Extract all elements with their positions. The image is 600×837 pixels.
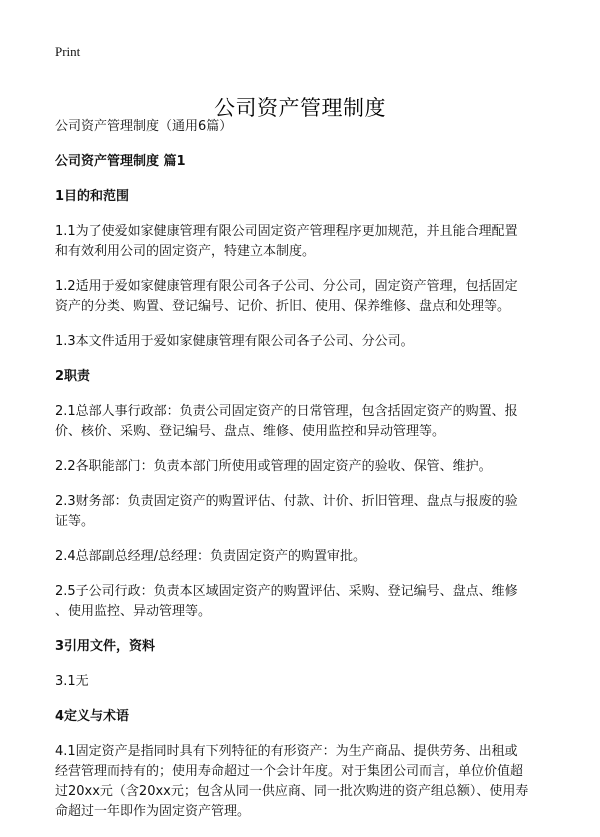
paragraph-line: 、使用监控、异动管理等。 — [55, 604, 212, 619]
section-3 — [55, 637, 542, 692]
paragraph-2-5 — [55, 582, 542, 622]
document-body — [55, 117, 542, 837]
section-heading: 4定义与术语 — [55, 709, 130, 724]
paragraph-line: 1.3本文件适用于爱如家健康管理有限公司各子公司、分公司。 — [55, 334, 414, 349]
paragraph-line: 资产的分类、购置、登记编号、记价、折旧、使用、保养维修、盘点和处理等。 — [55, 299, 511, 314]
paragraph-1-1 — [55, 222, 542, 262]
paragraph-line: 2.5子公司行政：负责本区域固定资产的购置评估、采购、登记编号、盘点、维修 — [55, 584, 518, 599]
paragraph-line: 1.2适用于爱如家健康管理有限公司各子公司、分公司，固定资产管理，包括固定 — [55, 279, 518, 294]
paragraph-line: 证等。 — [55, 514, 95, 529]
paragraph-line: 2.1总部人事行政部：负责公司固定资产的日常管理，包含括固定资产的购置、报 — [55, 404, 518, 419]
paragraph-line: 过20xx元（含20xx元；包含从同一供应商、同一批次购进的资产组总额）、使用寿 — [55, 784, 529, 799]
section-4 — [55, 707, 542, 822]
article-heading: 公司资产管理制度 篇1 — [55, 154, 186, 169]
paragraph-line: 和有效利用公司的固定资产，特建立本制度。 — [55, 244, 316, 259]
section-heading: 1目的和范围 — [55, 189, 130, 204]
paragraph-1-3 — [55, 332, 542, 352]
paragraph-2-2 — [55, 457, 542, 477]
paragraph-2-4 — [55, 547, 542, 567]
document-title: 公司资产管理制度 — [214, 96, 386, 121]
paragraph-2-1 — [55, 402, 542, 442]
paragraph-3-1 — [55, 672, 542, 692]
paragraph-line: 命超过一年即作为固定资产管理。 — [55, 804, 251, 819]
section-1 — [55, 187, 542, 352]
paragraph-line: 2.3财务部：负责固定资产的购置评估、付款、计价、折旧管理、盘点与报废的验 — [55, 494, 518, 509]
paragraph-line: 2.4总部副总经理/总经理：负责固定资产的购置审批。 — [55, 549, 367, 564]
paragraph-line: 经营管理而持有的；使用寿命超过一个会计年度。对于集团公司而言，单位价值超 — [55, 764, 524, 779]
section-heading: 3引用文件，资料 — [55, 639, 156, 654]
paragraph-line: 3.1无 — [55, 674, 89, 689]
section-2 — [55, 367, 542, 622]
paragraph-4-1 — [55, 742, 542, 822]
paragraph-line: 1.1为了使爱如家健康管理有限公司固定资产管理程序更加规范，并且能合理配置 — [55, 224, 518, 239]
paragraph-line: 4.1固定资产是指同时具有下列特征的有形资产：为生产商品、提供劳务、出租或 — [55, 744, 518, 759]
paragraph-2-3 — [55, 492, 542, 532]
paragraph-line: 价、核价、采购、登记编号、盘点、维修、使用监控和异动管理等。 — [55, 424, 446, 439]
section-heading: 2职责 — [55, 369, 91, 384]
paragraph-line: 2.2各职能部门：负责本部门所使用或管理的固定资产的验收、保管、维护。 — [55, 459, 492, 474]
print-label: Print — [55, 44, 81, 59]
paragraph-1-2 — [55, 277, 542, 317]
document-subtitle: 公司资产管理制度（通用6篇） — [55, 119, 233, 134]
